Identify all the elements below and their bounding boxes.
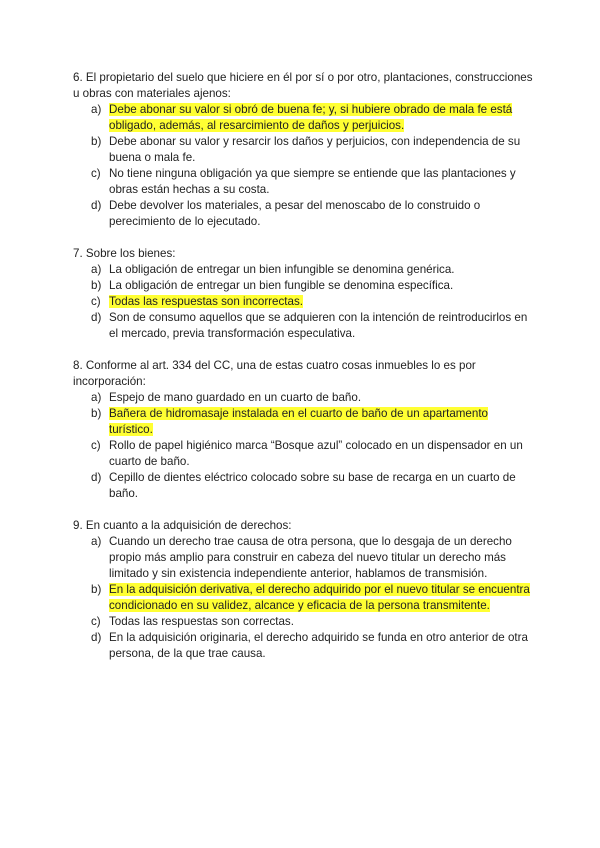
- option-d: [73, 470, 533, 502]
- option-text: Debe devolver los materiales, a pesar del menoscabo de lo construido o perecimiento de lo ejecutado.: [109, 199, 481, 228]
- option-letter: a): [91, 391, 102, 404]
- option-letter: c): [91, 439, 101, 452]
- option-text: Cepillo de dientes eléctrico colocado sobre su base de recarga en un cuarto de baño.: [109, 471, 516, 500]
- question-8: [73, 358, 533, 502]
- question-9: [73, 518, 533, 662]
- option-letter: b): [91, 407, 102, 420]
- option-text-highlighted: Todas las respuestas son incorrectas.: [109, 295, 303, 308]
- option-letter: a): [91, 535, 102, 548]
- question-text: 8. Conforme al art. 334 del CC, una de estas cuatro cosas inmuebles lo es por incorporación:: [73, 359, 476, 388]
- option-b: [73, 278, 533, 294]
- option-b: [73, 134, 533, 166]
- options-list: [73, 102, 533, 230]
- options-list: [73, 534, 533, 662]
- option-text: Debe abonar su valor y resarcir los daños y perjuicios, con independencia de su buena o mala fe.: [109, 135, 521, 164]
- option-text: La obligación de entregar un bien infungible se denomina genérica.: [109, 263, 455, 276]
- option-letter: c): [91, 615, 101, 628]
- option-text-highlighted: Debe abonar su valor si obró de buena fe; y, si hubiere obrado de mala fe está obligado, además, al resarcimiento de daños y perjuicios.: [109, 103, 513, 132]
- option-text: Cuando un derecho trae causa de otra persona, que lo desgaja de un derecho propio más amplio para construir en cabeza del nuevo titular un derecho más limitado y sin existencia independiente anterior, hablamos de transmisión.: [109, 535, 512, 580]
- option-text: Todas las respuestas son correctas.: [109, 615, 294, 628]
- option-d: [73, 630, 533, 662]
- option-letter: c): [91, 167, 101, 180]
- option-letter: c): [91, 295, 101, 308]
- question-text: 9. En cuanto a la adquisición de derechos:: [73, 519, 292, 532]
- option-c: [73, 614, 533, 630]
- option-c: [73, 294, 533, 310]
- option-a: [73, 262, 533, 278]
- option-text: En la adquisición originaria, el derecho adquirido se funda en otro anterior de otra persona, de la que trae causa.: [109, 631, 528, 660]
- option-letter: a): [91, 263, 102, 276]
- option-a: [73, 102, 533, 134]
- question-text: 6. El propietario del suelo que hiciere en él por sí o por otro, plantaciones, construcciones u obras con materiales ajenos:: [73, 71, 533, 100]
- option-letter: b): [91, 583, 102, 596]
- option-letter: d): [91, 311, 102, 324]
- options-list: [73, 390, 533, 502]
- option-text: Son de consumo aquellos que se adquieren con la intención de reintroducirlos en el mercado, previa transformación especulativa.: [109, 311, 528, 340]
- question-text: 7. Sobre los bienes:: [73, 247, 176, 260]
- question-6: [73, 70, 533, 230]
- question-7: [73, 246, 533, 342]
- option-c: [73, 166, 533, 198]
- option-a: [73, 534, 533, 582]
- option-d: [73, 310, 533, 342]
- option-b: [73, 406, 533, 438]
- option-text-highlighted: Bañera de hidromasaje instalada en el cuarto de baño de un apartamento turístico.: [109, 407, 488, 436]
- option-letter: d): [91, 471, 102, 484]
- option-letter: d): [91, 199, 102, 212]
- option-text: Rollo de papel higiénico marca “Bosque azul” colocado en un dispensador en un cuarto de baño.: [109, 439, 523, 468]
- option-c: [73, 438, 533, 470]
- option-text: No tiene ninguna obligación ya que siempre se entiende que las plantaciones y obras están hechas a su costa.: [109, 167, 516, 196]
- option-d: [73, 198, 533, 230]
- options-list: [73, 262, 533, 342]
- option-letter: b): [91, 135, 102, 148]
- option-letter: d): [91, 631, 102, 644]
- option-text-highlighted: En la adquisición derivativa, el derecho adquirido por el nuevo titular se encuentra condicionado en su validez, alcance y eficacia de la persona transmitente.: [109, 583, 530, 612]
- document-page: [73, 70, 533, 678]
- option-a: [73, 390, 533, 406]
- option-letter: a): [91, 103, 102, 116]
- option-text: La obligación de entregar un bien fungible se denomina específica.: [109, 279, 454, 292]
- option-text: Espejo de mano guardado en un cuarto de baño.: [109, 391, 362, 404]
- option-b: [73, 582, 533, 614]
- option-letter: b): [91, 279, 102, 292]
